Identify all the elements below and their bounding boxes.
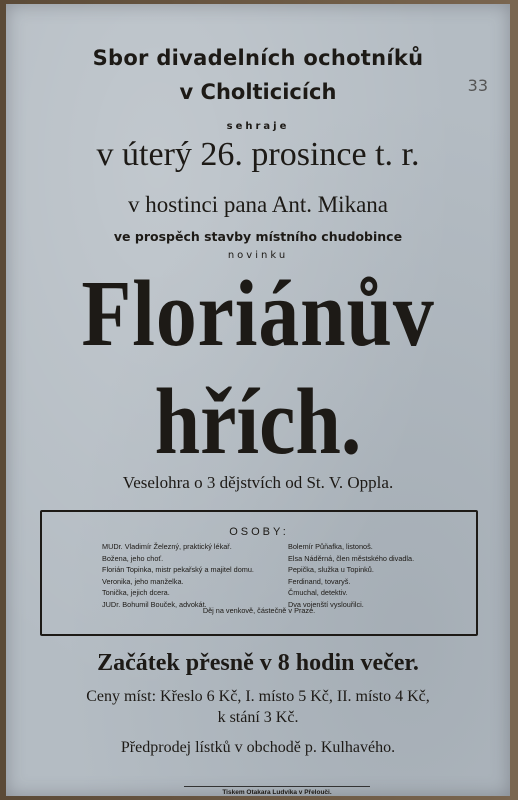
play-title-line1: Floriánův [81, 262, 435, 366]
troupe-name: Sbor divadelních ochotníků [92, 46, 424, 70]
performs-label: sehraje [226, 121, 290, 132]
cast-left-column [102, 541, 254, 611]
cast-entry: Božena, jeho choť. [102, 553, 164, 563]
venue-line: v hostinci pana Ant. Mikana [128, 192, 388, 217]
play-title-line2: hřích. [154, 370, 362, 474]
cast-entry: Ferdinand, tovaryš. [288, 576, 351, 586]
cast-entry: MUDr. Vladimír Železný, praktický lékař. [102, 542, 232, 551]
theatre-poster [6, 4, 510, 796]
cast-entry: Pepička, služka u Topinků. [288, 565, 374, 575]
benefit-line: ve prospěch stavby místního chudobince [113, 229, 403, 244]
printer-credit: Tiskem Otakara Ludvíka v Přelouči. [184, 786, 370, 799]
cast-entry: Tonička, jejich dcera. [102, 588, 170, 598]
cast-entry: Čmuchal, detektiv. [288, 588, 348, 598]
troupe-location: v Cholticicích [179, 80, 337, 104]
novelty-label: novinku [227, 250, 289, 261]
cast-heading: OSOBY: [229, 526, 289, 538]
prices-line2: k stání 3 Kč. [217, 709, 299, 726]
cast-entry: Veronika, jeho manželka. [102, 576, 184, 586]
cast-entry: JUDr. Bohumil Bouček, advokát. [102, 599, 207, 609]
setting-line: Děj na venkově, částečně v Praze. [202, 606, 316, 615]
handwritten-mark: 33 [467, 76, 488, 95]
play-subtitle: Veselohra o 3 dějstvích od St. V. Oppla. [122, 473, 394, 492]
start-time: Začátek přesně v 8 hodin večer. [97, 650, 419, 676]
cast-entry: Bolemír Půňafka, listonoš. [288, 542, 373, 551]
presale-line: Předprodej lístků v obchodě p. Kulhavého. [120, 739, 396, 756]
cast-entry: Florián Topinka, mistr pekařský a majitel domu. [102, 565, 254, 575]
cast-entry: Dva vojenští vyslouřilci. [288, 599, 364, 609]
cast-entry: Elsa Náděrná, člen městského divadla. [288, 553, 415, 563]
performance-date: v úterý 26. prosince t. r. [96, 136, 420, 173]
prices-line1: Ceny míst: Křeslo 6 Kč, I. místo 5 Kč, II. místo 4 Kč, [86, 688, 430, 705]
cast-box [40, 510, 478, 636]
cast-right-column [288, 541, 414, 611]
